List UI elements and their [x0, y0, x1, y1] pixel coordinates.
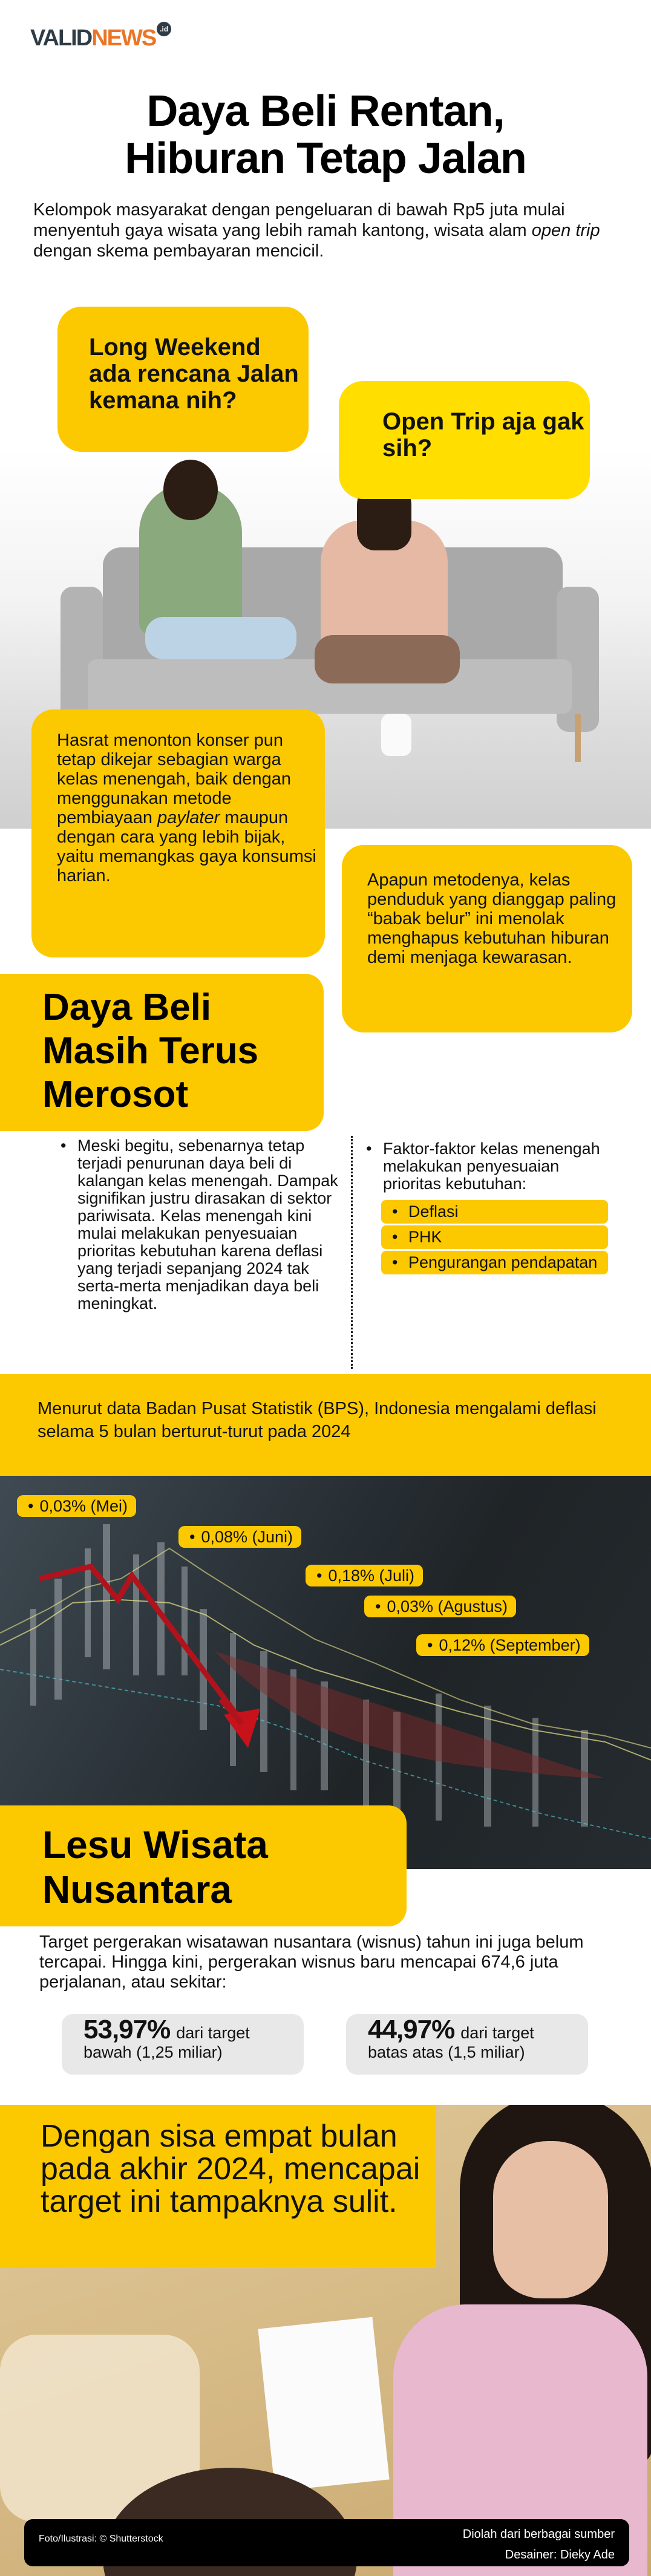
right-column — [366, 1140, 608, 1276]
stat-label-2: batas atas (1,5 miliar) — [368, 2043, 525, 2061]
wisnus-paragraph: Target pergerakan wisatawan nusantara (wisnus) tahun ini juga belum tercapai. Hingga kini, pergerakan wisnus baru mencapai 674,6 juta perjalanan, atau sekitar: — [39, 1932, 584, 1992]
woman-face — [493, 2141, 608, 2298]
deflation-pill-juli: • 0,18% (Juli) — [306, 1565, 423, 1586]
deflation-pill-mei: • 0,03% (Mei) — [17, 1495, 136, 1517]
section-title-lesu-wisata — [0, 1805, 407, 1926]
section2-title-line1: Daya Beli — [42, 986, 212, 1028]
page-title-line2: Hiburan Tetap Jalan — [125, 134, 526, 183]
concert-italic: paylater — [157, 808, 220, 827]
stat-label-1: dari target — [460, 2024, 534, 2042]
factor-item: • Pengurangan pendapatan — [381, 1251, 608, 1274]
validnews-logo — [30, 25, 171, 51]
intro-text-2: dengan skema pembayaran mencicil. — [33, 241, 324, 261]
speech-bubble-long-weekend: Long Weekend ada rencana Jalan kemana nih? — [57, 307, 309, 452]
deflation-pill-juni: • 0,08% (Juni) — [178, 1526, 301, 1548]
section3-title-line2: Nusantara — [42, 1868, 232, 1911]
speech-bubble-open-trip: Open Trip aja gak sih? — [339, 381, 590, 499]
bps-deflation-intro: Menurut data Badan Pusat Statistik (BPS), Indonesia mengalami deflasi selama 5 bulan berturut-turut pada 2024 — [0, 1374, 651, 1476]
dotted-divider — [351, 1136, 353, 1369]
deflation-pill-agustus: • 0,03% (Agustus) — [364, 1596, 516, 1617]
logo-id-badge: .id — [157, 22, 171, 36]
concert-text-1: Hasrat menonton konser pun tetap dikejar sebagian warga kelas menengah, baik dengan menggunakan metode pembiayaan — [57, 731, 291, 827]
person-jeans — [145, 617, 296, 659]
stat-box-lower-target — [62, 2014, 304, 2075]
sofa-leg — [575, 714, 581, 762]
factor-list — [366, 1200, 608, 1274]
designer-credit: Desainer: Dieky Ade — [505, 2548, 615, 2561]
intro-italic: open trip — [531, 221, 600, 240]
left-column — [61, 1137, 345, 1312]
photo-credit: Foto/Ilustrasi: © Shutterstock — [39, 2534, 163, 2544]
logo-news: NEWS — [91, 25, 156, 51]
logo-valid: VALID — [30, 25, 92, 51]
bullet-faktor-text: Faktor-faktor kelas menengah melakukan penyesuaian prioritas kebutuhan: — [383, 1140, 600, 1193]
stat-value: 44,97% — [368, 2015, 455, 2044]
factor-item: • Deflasi — [381, 1200, 608, 1224]
white-sneaker — [381, 714, 411, 756]
method-card: Apapun metodenya, kelas penduduk yang dianggap paling “babak belur” ini menolak menghapus kebutuhan hiburan demi menjaga kewarasan. — [342, 845, 632, 1032]
page-title — [0, 88, 651, 182]
concert-card — [31, 709, 325, 957]
stat-label-1: dari target — [176, 2024, 250, 2042]
bullet-faktor — [366, 1140, 608, 1193]
section3-title-line1: Lesu Wisata — [42, 1823, 268, 1867]
closing-quote: Dengan sisa empat bulan pada akhir 2024, mencapai target ini tampaknya sulit. — [0, 2105, 436, 2268]
stat-value: 53,97% — [83, 2015, 171, 2044]
deflation-pill-label: 0,08% (Juni) — [201, 1528, 293, 1546]
stat-box-upper-target — [346, 2014, 588, 2075]
intro-paragraph — [33, 200, 626, 261]
page-title-line1: Daya Beli Rentan, — [146, 87, 505, 135]
deflation-pill-label: 0,03% (Mei) — [39, 1497, 128, 1515]
source-credit: Diolah dari berbagai sumber — [462, 2528, 615, 2541]
deflation-pill-label: 0,12% (September) — [439, 1636, 581, 1654]
person-pants — [315, 635, 460, 683]
notepad — [258, 2317, 389, 2491]
footer-credits — [24, 2519, 629, 2566]
bullet-penurunan-daya-beli: • Meski begitu, sebenarnya tetap terjadi penurunan daya beli di kalangan kelas menengah. Dampak signifikan justru dirasakan di sektor pariwisata. Kelas menengah kini mulai melakukan penyesuaian prioritas kebutuhan karena deflasi yang terjadi sepanjang 2024 tak serta-merta menjadikan daya beli meningkat. — [61, 1137, 345, 1312]
section2-title-line2: Masih Terus — [42, 1030, 259, 1072]
deflation-pill-label: 0,18% (Juli) — [328, 1567, 415, 1585]
section2-title-line3: Merosot — [42, 1074, 189, 1115]
stat-label-2: bawah (1,25 miliar) — [83, 2043, 223, 2061]
concert-text-2: maupun dengan cara yang lebih bijak, yaitu memangkas gaya konsumsi harian. — [57, 808, 316, 885]
section-title-daya-beli — [0, 974, 324, 1131]
person-head — [163, 460, 218, 520]
deflation-pill-september: • 0,12% (September) — [416, 1634, 589, 1656]
factor-item: • PHK — [381, 1225, 608, 1249]
intro-text-1: Kelompok masyarakat dengan pengeluaran di bawah Rp5 juta mulai menyentuh gaya wisata yang lebih ramah kantong, wisata alam — [33, 200, 565, 240]
deflation-pill-label: 0,03% (Agustus) — [387, 1597, 508, 1616]
